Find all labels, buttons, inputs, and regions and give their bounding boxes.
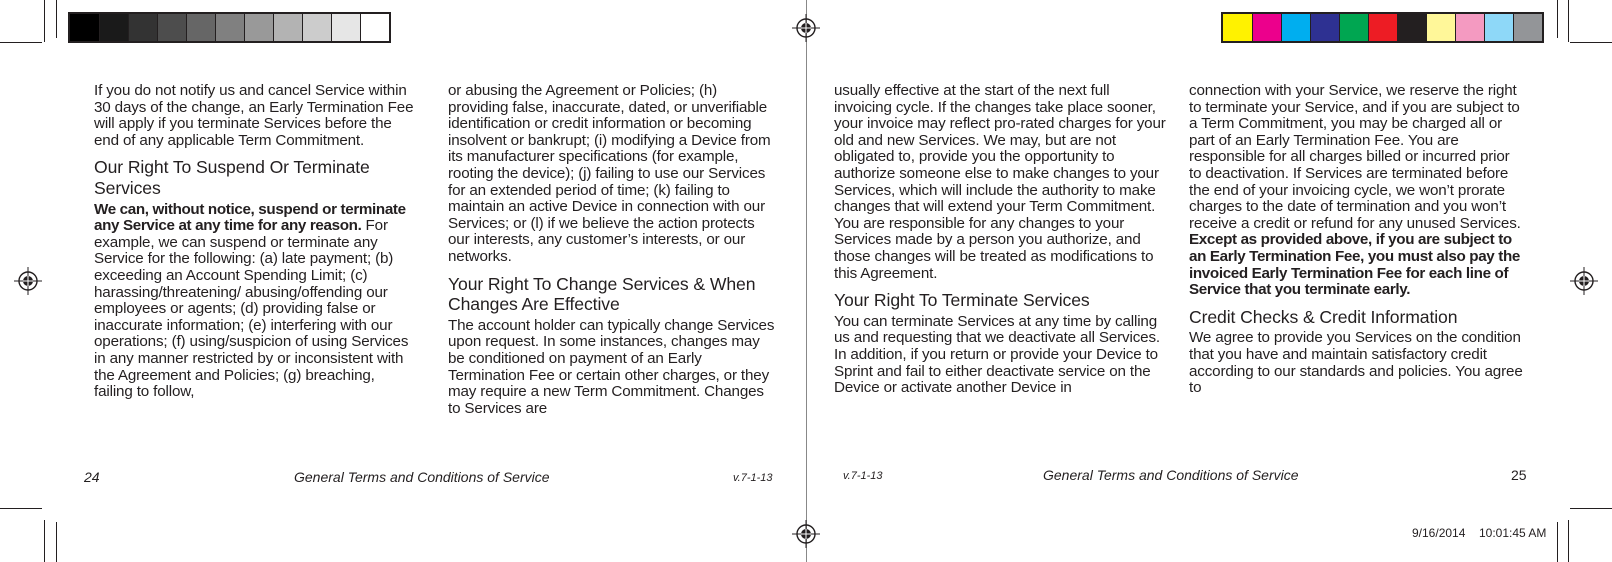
bold-text: Except as provided above, if you are subject to an Early Termination Fee, you must also pay the invoiced Early Termination Fee for each line of Service that you terminate early. bbox=[1189, 231, 1520, 299]
left-page-column-2 bbox=[448, 83, 776, 417]
page-number: 25 bbox=[1511, 467, 1527, 483]
section-heading: Your Right To Change Services & When Changes Are Effective bbox=[448, 273, 756, 315]
footer-title: General Terms and Conditions of Service bbox=[1043, 467, 1299, 483]
color-swatch bbox=[157, 14, 186, 41]
footer-title: General Terms and Conditions of Service bbox=[294, 469, 550, 485]
registration-mark-icon bbox=[792, 520, 820, 548]
color-swatch bbox=[1426, 14, 1455, 41]
color-swatch bbox=[1455, 14, 1484, 41]
right-page-column-2 bbox=[1189, 83, 1523, 397]
color-swatch bbox=[186, 14, 215, 41]
color-swatch bbox=[331, 14, 360, 41]
section-heading: Our Right To Suspend Or Terminate Services bbox=[94, 157, 370, 198]
color-swatch bbox=[1310, 14, 1339, 41]
print-time: 10:01:45 AM bbox=[1479, 526, 1547, 540]
paragraph: usually effective at the start of the next full invoicing cycle. If the changes take place sooner, your invoice may reflect pro-rated charges for your old and new Services. We may, but are not obligated to, provide you the opportunity to authorize someone else to make changes to your Services, which will include the authority to make changes that will extend your Term Commitment. You are responsible for any changes to your Services made by a person you authorize, and those changes will be treated as modifications to this Agreement. bbox=[834, 82, 1166, 282]
paragraph: We agree to provide you Services on the condition that you have and maintain satisfactory credit according to our standards and policies. You agree to bbox=[1189, 329, 1523, 397]
color-swatch bbox=[244, 14, 273, 41]
color-swatch bbox=[1368, 14, 1397, 41]
print-date: 9/16/2014 bbox=[1412, 526, 1466, 540]
registration-mark-icon bbox=[792, 14, 820, 42]
section-heading: Your Right To Terminate Services bbox=[834, 290, 1090, 311]
color-swatch bbox=[302, 14, 331, 41]
crop-mark bbox=[44, 0, 45, 42]
color-swatch bbox=[99, 14, 128, 41]
right-page-column-1 bbox=[834, 83, 1168, 397]
paragraph: The account holder can typically change Services upon request. In some instances, changes may be conditioned on payment of an Early Termination Fee or certain other charges, or they may require a new Term Commitment. Changes to Services are bbox=[448, 316, 775, 417]
color-swatch bbox=[70, 14, 99, 41]
version-label: v.7-1-13 bbox=[733, 472, 773, 484]
paragraph: You can terminate Services at any time by calling us and requesting that we deactivate all Services. In addition, if you return or provide your Device to Sprint and fail to either deactivate service on the Device or activate another Device in bbox=[834, 312, 1160, 397]
color-swatch bbox=[360, 14, 389, 41]
fold-line bbox=[806, 0, 807, 562]
color-swatch bbox=[215, 14, 244, 41]
section-heading: Credit Checks & Credit Information bbox=[1189, 306, 1458, 327]
version-label: v.7-1-13 bbox=[843, 470, 883, 482]
color-swatch bbox=[1252, 14, 1281, 41]
crop-mark bbox=[1557, 522, 1558, 562]
bold-text: We can, without notice, suspend or terminate any Service at any time for any reason. bbox=[94, 200, 406, 235]
crop-mark bbox=[1568, 0, 1569, 42]
paragraph: If you do not notify us and cancel Service within 30 days of the change, an Early Termination Fee will apply if you terminate Services before the end of any applicable Term Commitment. bbox=[94, 82, 414, 149]
color-swatch bbox=[128, 14, 157, 41]
color-swatch bbox=[1281, 14, 1310, 41]
color-swatch bbox=[1223, 14, 1252, 41]
crop-mark bbox=[1557, 0, 1558, 38]
paragraph-text: For example, we can suspend or terminate any Service for the following: (a) late payment; (b) exceeding an Account Spending Limit; (c) harassing/threatening/ abusing/offending our employees or agents; (d) providing false or inaccurate information; (e) interfering with our operations; (f) using/suspicion of using Services in any manner restricted by or inconsistent with the Agreement and Policies; (g) breaching, failing to follow, bbox=[94, 217, 409, 401]
crop-mark bbox=[1570, 508, 1612, 509]
page-number: 24 bbox=[84, 469, 100, 485]
grayscale-color-bar bbox=[68, 12, 391, 43]
crop-mark bbox=[1570, 42, 1612, 43]
paragraph bbox=[94, 202, 416, 401]
registration-mark-icon bbox=[1570, 267, 1598, 295]
paragraph bbox=[1189, 83, 1523, 299]
color-swatch bbox=[1339, 14, 1368, 41]
crop-mark bbox=[44, 520, 45, 562]
crop-mark bbox=[56, 0, 57, 38]
crop-mark bbox=[0, 42, 42, 43]
registration-mark-icon bbox=[14, 267, 42, 295]
paragraph: or abusing the Agreement or Policies; (h) providing false, inaccurate, dated, or unverifiable identification or credit information or becoming insolvent or bankrupt; (i) modifying a Device from its manufacturer specifications (for example, rooting the device); (j) failing to use our Services for an extended period of time; (k) failing to maintain an active Device in connection with our Services; or (l) if we believe the action protects our interests, any customer’s interests, or our networks. bbox=[448, 82, 771, 265]
left-page-column-1 bbox=[94, 83, 416, 401]
process-color-bar bbox=[1221, 12, 1544, 43]
color-swatch bbox=[1484, 14, 1513, 41]
crop-mark bbox=[1568, 520, 1569, 562]
paragraph-text: connection with your Service, we reserve the right to terminate your Service, and if you are subject to a Term Commitment, you may be charged all or part of an Early Termination Fee. You are responsible for all charges billed or incurred prior to deactivation. If Services are terminated before the end of your invoicing cycle, we won’t prorate charges to the date of termination and you won’t receive a credit or refund for any unused Services. bbox=[1189, 82, 1521, 232]
color-swatch bbox=[1513, 14, 1542, 41]
crop-mark bbox=[56, 522, 57, 562]
color-swatch bbox=[1397, 14, 1426, 41]
color-swatch bbox=[273, 14, 302, 41]
crop-mark bbox=[0, 508, 42, 509]
